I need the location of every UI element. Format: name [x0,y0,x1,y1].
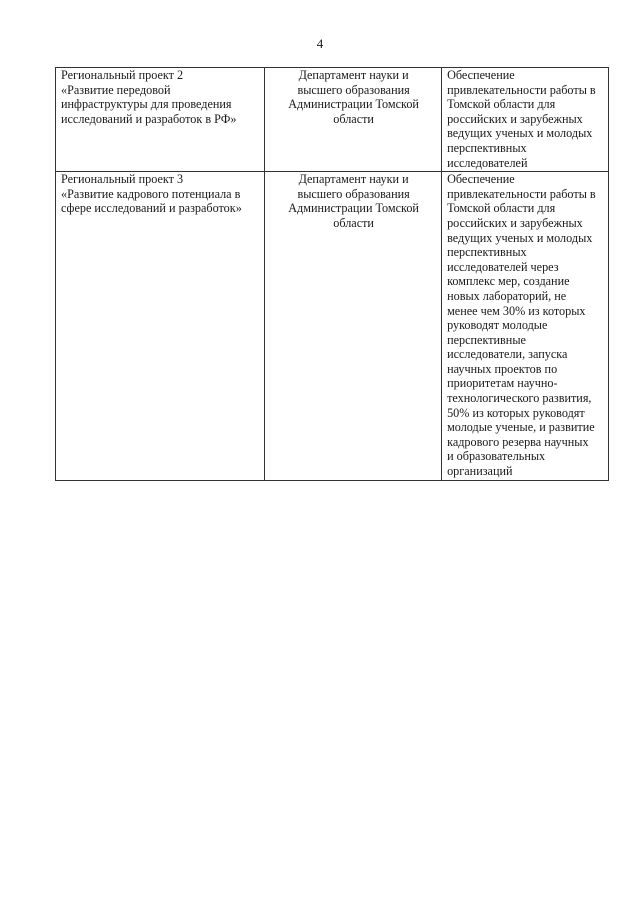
cell-text-line: высшего образования [297,82,410,97]
cell-text-line: организаций [447,464,513,479]
table-row [56,68,609,172]
table-body [56,68,609,481]
cell-text-line: ведущих ученых и молодых [447,230,593,245]
cell-text-line: исследований и разработок в РФ» [61,111,237,126]
cell-text-line: руководят молодые [447,318,548,333]
cell-text-line: Региональный проект 2 [61,68,184,82]
cell-text-line: привлекательности работы в [447,82,596,97]
cell-text-line: Региональный проект 3 [61,172,184,187]
cell-text-line: области [333,111,374,126]
cell-text-line: Обеспечение [447,68,515,82]
department-cell [265,68,442,172]
cell-text-line: перспективных [447,245,527,260]
cell-text-line: технологического развития, [447,391,592,406]
cell-text-line: перспективные [447,332,526,347]
cell-text-line: российских и зарубежных [447,111,583,126]
cell-text-line: исследователей через [447,259,559,274]
cell-text-line: кадрового резерва научных [447,434,589,449]
cell-text-line: приоритетам научно- [447,376,558,391]
cell-text-line: 50% из которых руководят [447,405,585,420]
cell-text-line: исследователей [447,155,528,170]
cell-text-line: перспективных [447,140,527,155]
cell-text-line: Департамент науки и [298,68,409,82]
cell-text-line: научных проектов по [447,361,558,376]
project-cell [56,68,265,172]
cell-text-line: и образовательных [447,449,546,464]
cell-text-line: инфраструктуры для проведения [61,97,232,112]
cell-text-line: сфере исследований и разработок» [61,201,242,216]
cell-text-line: новых лабораторий, не [447,288,567,303]
cell-text-line: Томской области для [447,97,556,112]
cell-text-line: «Развитие кадрового потенциала в [61,186,241,201]
cell-text-line: Администрации Томской [288,201,419,216]
cell-text-line: ведущих ученых и молодых [447,126,593,141]
project-cell [56,172,265,480]
cell-text-line: Администрации Томской [288,97,419,112]
page-number: 4 [316,36,324,51]
cell-text-line: Департамент науки и [298,172,409,187]
cell-text-line: российских и зарубежных [447,215,583,230]
cell-text-line: комплекс мер, создание [447,274,570,289]
department-cell [265,172,442,480]
cell-text-line: высшего образования [297,186,410,201]
cell-text-line: Томской области для [447,201,556,216]
cell-text-line: Обеспечение [447,172,515,187]
cell-text-line: «Развитие передовой [61,82,171,97]
table-row [56,172,609,480]
cell-text-line: исследователи, запуска [447,347,568,362]
cell-text-line: менее чем 30% из которых [447,303,586,318]
cell-text-line: привлекательности работы в [447,186,596,201]
cell-text-line: области [333,215,374,230]
goal-cell [442,68,609,172]
cell-text-line: молодые ученые, и развитие [447,420,595,435]
goal-cell [442,172,609,480]
projects-table [55,67,609,481]
